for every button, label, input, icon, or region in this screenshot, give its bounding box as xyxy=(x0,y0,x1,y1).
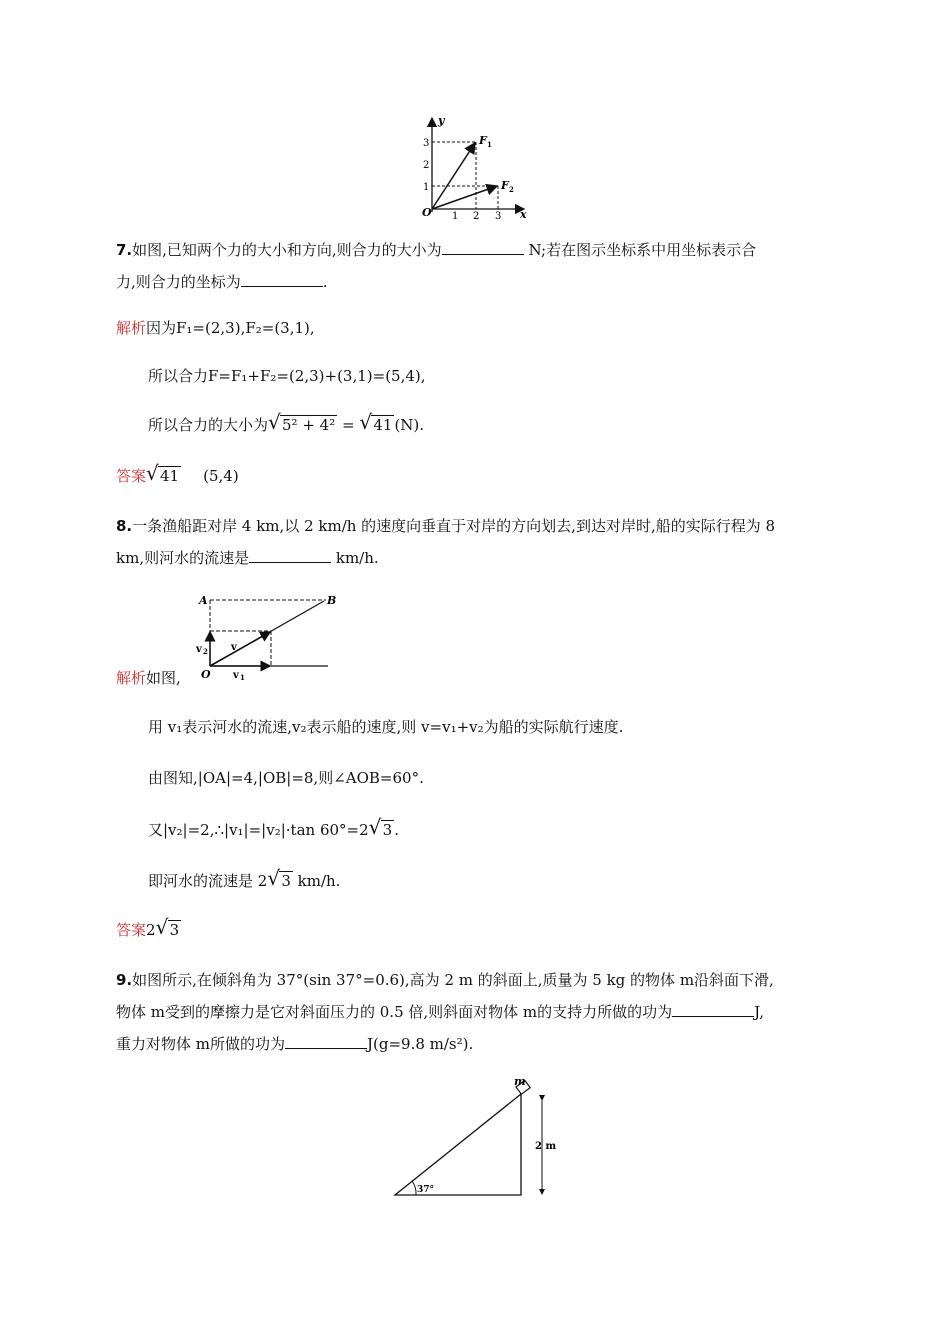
svg-text:1: 1 xyxy=(487,140,492,149)
q8-line1: 8.一条渔船距对岸 4 km,以 2 km/h 的速度向垂直于对岸的方向划去,到达对岸时,船的实际行程为 8 xyxy=(116,517,776,535)
q9-blank-normal-work[interactable] xyxy=(672,1002,754,1017)
svg-text:2: 2 xyxy=(509,185,514,194)
f2-vector xyxy=(432,186,497,209)
river-velocity-figure xyxy=(196,590,337,682)
q8-solution-3: 又|v₂|=2,∴|v₁|=|v₂|·tan 60°=2 √ 3 . xyxy=(148,815,399,839)
origin-label: O xyxy=(422,206,432,219)
q8-solution-1: 用 v₁表示河水的流速,v₂表示船的速度,则 v=v₁+v₂为船的实际航行速度. xyxy=(148,718,624,736)
q7-line2: 力,则合力的坐标为 . xyxy=(116,273,328,291)
svg-text:2: 2 xyxy=(203,647,208,656)
q8-blank-speed[interactable] xyxy=(249,548,331,563)
point-a-label: A xyxy=(199,594,208,607)
v2-label: v xyxy=(196,644,202,655)
y-tick: 1 xyxy=(423,182,430,193)
height-label: 2 m xyxy=(535,1141,557,1152)
q7-line1: 7.如图,已知两个力的大小和方向,则合力的大小为 N;若在图示坐标系中用坐标表示合 xyxy=(116,241,757,259)
y-tick: 2 xyxy=(423,160,430,171)
svg-text:1: 1 xyxy=(240,673,245,682)
point-b-label: B xyxy=(327,594,337,607)
q7-solution-2: 所以合力F=F₁+F₂=(2,3)+(3,1)=(5,4), xyxy=(148,367,426,385)
f1-label: F xyxy=(479,134,487,147)
q7-answer: 答案 √ 41 (5,4) xyxy=(116,461,239,485)
x-tick: 3 xyxy=(495,211,502,222)
x-label: x xyxy=(520,208,527,221)
incline-triangle xyxy=(395,1094,521,1195)
q9-line3: 重力对物体 m所做的功为 J(g=9.8 m/s²). xyxy=(116,1035,474,1053)
q7-solution-1: 解析因为F₁=(2,3),F₂=(3,1), xyxy=(116,319,315,337)
solution-label: 解析 xyxy=(116,669,147,687)
q7-blank-magnitude[interactable] xyxy=(442,240,524,255)
q8-solution-0: 解析如图, xyxy=(116,669,181,687)
solution-label: 解析 xyxy=(116,319,147,337)
q8-answer: 答案2 √ 3 xyxy=(116,915,180,939)
f1-vector xyxy=(432,143,475,209)
x-tick: 1 xyxy=(452,211,459,222)
q7-blank-coordinate[interactable] xyxy=(241,272,323,287)
point-o-label: O xyxy=(201,668,211,681)
q8-solution-4: 即河水的流速是 2 √ 3 km/h. xyxy=(148,866,341,890)
answer-label: 答案 xyxy=(116,921,147,939)
force-vector-figure xyxy=(412,112,534,220)
y-label: y xyxy=(438,114,445,127)
answer-label: 答案 xyxy=(116,467,147,485)
y-tick: 3 xyxy=(423,138,430,149)
mass-label: m xyxy=(514,1075,526,1088)
x-tick: 2 xyxy=(473,211,480,222)
q8-line2: km,则河水的流速是 km/h. xyxy=(116,549,379,567)
q9-blank-gravity-work[interactable] xyxy=(285,1034,367,1049)
q9-line2: 物体 m受到的摩擦力是它对斜面压力的 0.5 倍,则斜面对物体 m的支持力所做的功为 J, xyxy=(116,1003,765,1021)
angle-label: 37° xyxy=(417,1185,435,1195)
f2-label: F xyxy=(501,179,509,192)
v-arrow xyxy=(210,632,270,666)
q8-solution-2: 由图知,|OA|=4,|OB|=8,则∠AOB=60°. xyxy=(148,769,424,787)
q7-solution-3: 所以合力的大小为 √ 5² + 4² = √ 41 (N). xyxy=(148,410,425,434)
v1-label: v xyxy=(233,670,239,681)
q9-line1: 9.如图所示,在倾斜角为 37°(sin 37°=0.6),高为 2 m 的斜面上,质量为 5 kg 的物体 m沿斜面下滑, xyxy=(116,971,774,989)
incline-figure xyxy=(390,1074,560,1200)
v-label: v xyxy=(231,642,237,653)
